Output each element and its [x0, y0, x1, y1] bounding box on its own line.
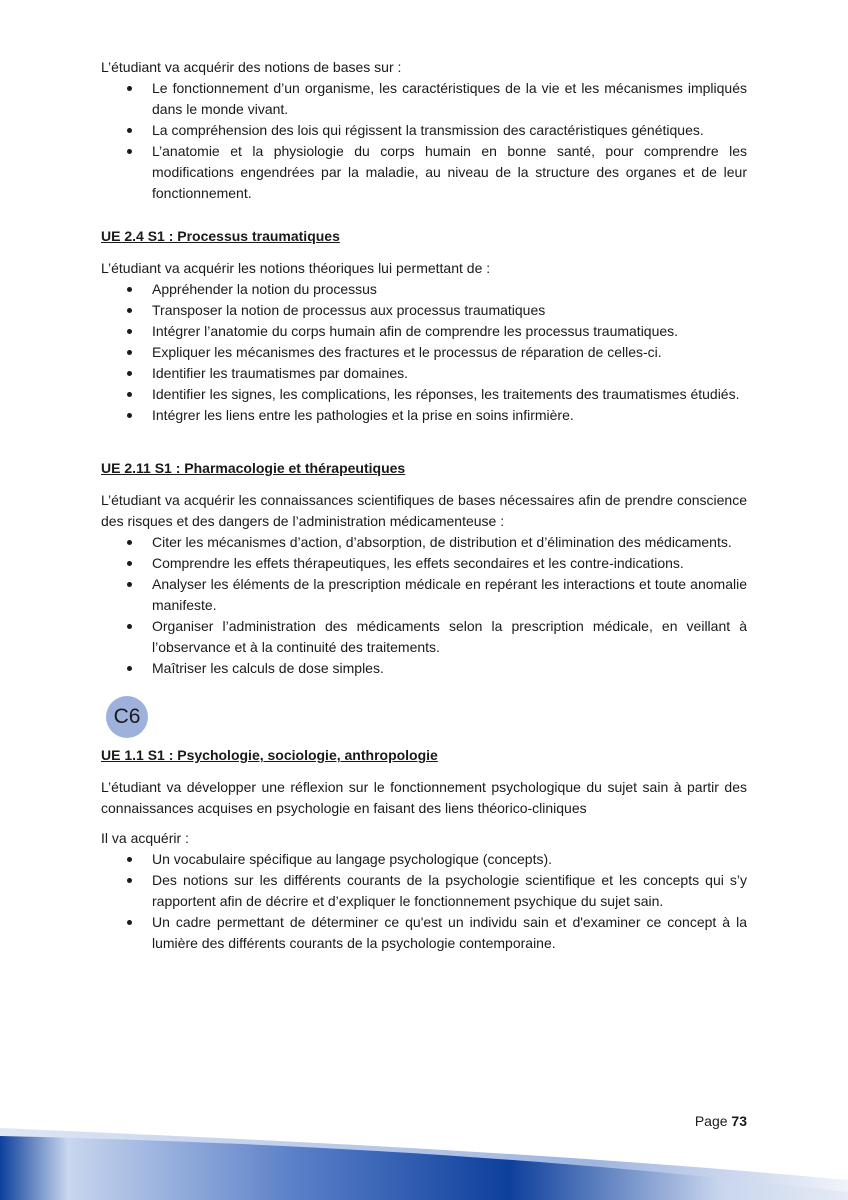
list-item: Identifier les traumatismes par domaines.	[101, 363, 747, 384]
list-item: L’anatomie et la physiologie du corps humain en bonne santé, pour comprendre les modifications engendrées par la maladie, au niveau de la structure des organes et de leur fonctionnement.	[101, 141, 747, 204]
bullet-list-ue24	[101, 279, 747, 426]
section-heading-ue24: UE 2.4 S1 : Processus traumatiques	[101, 228, 340, 244]
list-item: Appréhender la notion du processus	[101, 279, 747, 300]
list-item: Organiser l’administration des médicaments selon la prescription médicale, en veillant à l’observance et à la continuité des traitements.	[101, 616, 747, 658]
intro-paragraph: L’étudiant va acquérir les connaissances scientifiques de bases nécessaires afin de prendre conscience des risques et des dangers de l’administration médicamenteuse :	[101, 492, 747, 529]
footer-wave-decoration	[0, 1120, 848, 1200]
list-item: Transposer la notion de processus aux processus traumatiques	[101, 300, 747, 321]
section-heading-ue211: UE 2.11 S1 : Pharmacologie et thérapeutiques	[101, 460, 406, 476]
intro-paragraph: L’étudiant va acquérir les notions théoriques lui permettant de :	[101, 260, 491, 276]
list-item: Des notions sur les différents courants de la psychologie scientifique et les concepts qui s’y rapportent afin de décrire et d’expliquer le fonctionnement psychique du sujet sain.	[101, 870, 747, 912]
bullet-list-bio	[101, 78, 747, 204]
list-item: Identifier les signes, les complications, les réponses, les traitements des traumatismes étudiés.	[101, 384, 747, 405]
page-label: Page	[694, 1113, 732, 1129]
spacer	[101, 247, 747, 258]
list-item: Intégrer les liens entre les pathologies et la prise en soins infirmière.	[101, 405, 747, 426]
list-item: Un cadre permettant de déterminer ce qu'est un individu sain et d'examiner ce concept à la lumière des différents courants de la psychologie contemporaine.	[101, 912, 747, 954]
list-item: Le fonctionnement d’un organisme, les caractéristiques de la vie et les mécanismes impliqués dans le monde vivant.	[101, 78, 747, 120]
spacer	[101, 479, 747, 490]
list-item: Intégrer l’anatomie du corps humain afin de comprendre les processus traumatiques.	[101, 321, 747, 342]
bullet-list-ue211	[101, 532, 747, 679]
page-content	[101, 57, 747, 954]
list-item: La compréhension des lois qui régissent la transmission des caractéristiques génétiques.	[101, 120, 747, 141]
spacer	[101, 819, 747, 828]
section-heading-ue11: UE 1.1 S1 : Psychologie, sociologie, anthropologie	[101, 747, 438, 763]
intro-paragraph: L’étudiant va développer une réflexion sur le fonctionnement psychologique du sujet sain à partir des connaissances acquises en psychologie en faisant des liens théorico-cliniques	[101, 779, 747, 816]
bullet-list-ue11	[101, 849, 747, 954]
list-item: Analyser les éléments de la prescription médicale en repérant les interactions et toute anomalie manifeste.	[101, 574, 747, 616]
list-item: Expliquer les mécanismes des fractures et le processus de réparation de celles-ci.	[101, 342, 747, 363]
spacer	[101, 426, 747, 458]
intro-paragraph: Il va acquérir :	[101, 830, 189, 846]
intro-paragraph: L’étudiant va acquérir des notions de bases sur :	[101, 59, 402, 75]
list-item: Un vocabulaire spécifique au langage psychologique (concepts).	[101, 849, 747, 870]
page-number-value: 73	[731, 1113, 747, 1129]
spacer	[101, 204, 747, 226]
list-item: Maîtriser les calculs de dose simples.	[101, 658, 747, 679]
list-item: Comprendre les effets thérapeutiques, les effets secondaires et les contre-indications.	[101, 553, 747, 574]
spacer	[101, 766, 747, 777]
competency-badge: C6	[106, 696, 148, 738]
list-item: Citer les mécanismes d’action, d’absorption, de distribution et d’élimination des médicaments.	[101, 532, 747, 553]
competency-badge-row	[101, 679, 747, 745]
